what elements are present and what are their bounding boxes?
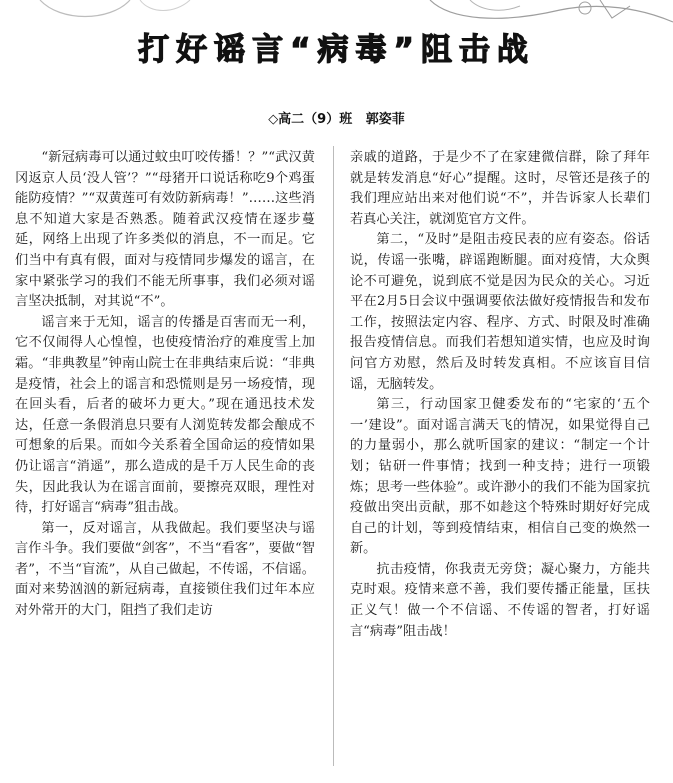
- article-title: 打好谣言“病毒”阻击战: [138, 32, 535, 68]
- decorative-illustration-icon: [0, 0, 673, 26]
- paragraph-continued: 亲戚的道路，于是少不了在家建微信群，除了拜年就是转发消息“好心”提醒。这时，尽管还是孩子的我们理应站出来对他们说“不”，并告诉家人长辈们若真心关注，就浏览官方文件。: [350, 150, 650, 227]
- paragraph: 第二，“及时”是阻击疫民表的应有姿态。俗话说，传谣一张嘴，辟谣跑断腿。面对疫情，大众舆论不可避免，说到底不觉是因为民众的关心。习近平在2月5日会议中强调要依法做好疫情报告和发布工作，按照法定内容、程序、方式、时限及时准确报告疫情信息。而我们若想知道实情，也应及时询问官方劝慰，然后及时转发真相。不应该盲目信谣，无脑转发。: [350, 232, 650, 392]
- paragraph: 第一，反对谣言，从我做起。我们要坚决与谣言作斗争。我们要做“剑客”，不当“看客”，要做“智者”，不当“盲流”，从自己做起，不传谣，不信谣。面对来势汹汹的新冠病毒，直接锁住我们过年本应对外常开的大门，阻挡了我们走访: [15, 520, 315, 619]
- paragraph: 第三，行动国家卫健委发布的“宅家的‘五个一’建设”。面对谣言满天飞的情况，如果觉得自己的力量弱小，那么就听国家的建议：“制定一个计划；钻研一件事情；找到一种支持；进行一项锻炼；思考一些体验”。或许渺小的我们不能为国家抗疫做出突出贡献，那不如趁这个特殊时期好好完成自己的计划，等到疫情结束，相信自己变的焕然一新。: [350, 397, 650, 557]
- top-decorative-strip: [0, 0, 673, 26]
- left-column: [15, 148, 315, 778]
- paragraph: 抗击疫情，你我责无旁贷；凝心聚力，方能共克时艰。疫情来意不善，我们要传播正能量，匡扶正义气！做一个不信谣、不传谣的智者，打好谣言“病毒”阻击战！: [350, 561, 650, 639]
- right-column: [350, 148, 650, 778]
- paragraph: “新冠病毒可以通过蚊虫叮咬传播！？”“武汉黄冈返京人员‘没人管’？”“母猪开口说话称吃9个鸡蛋能防疫情？”“双黄莲可有效防新病毒！”……这些消息不知道大家是否熟悉。随着武汉疫情在逐步蔓延，网络上出现了许多类似的消息，不一而足。它们当中有真有假，面对与疫情同步爆发的谣言，在家中紧张学习的我们不能无所事事，我们必须对谣言坚决抵制，对其说“不”。: [15, 150, 315, 310]
- paragraph: 谣言来于无知，谣言的传播是百害而无一利，它不仅闹得人心惶惶，也使疫情治疗的难度雪上加霜。“非典教星”钟南山院士在非典结束后说：“非典是疫情，社会上的谣言和恐慌则是另一场疫情，现在回头看，后者的破坏力更大。”现在通迅技术发达，任意一条假消息只要有人浏览转发都会酿成不可想象的后果。而如今关系着全国命运的疫情如果仍让谣言“消遥”，那么造成的是千万人民生命的丧失，因此我认为在谣言面前，要擦亮双眼，理性对待，打好谣言“病毒”狙击战。: [15, 314, 315, 516]
- article-byline: ◇高二（9）班 郭姿菲: [268, 112, 405, 127]
- column-divider: [333, 146, 334, 766]
